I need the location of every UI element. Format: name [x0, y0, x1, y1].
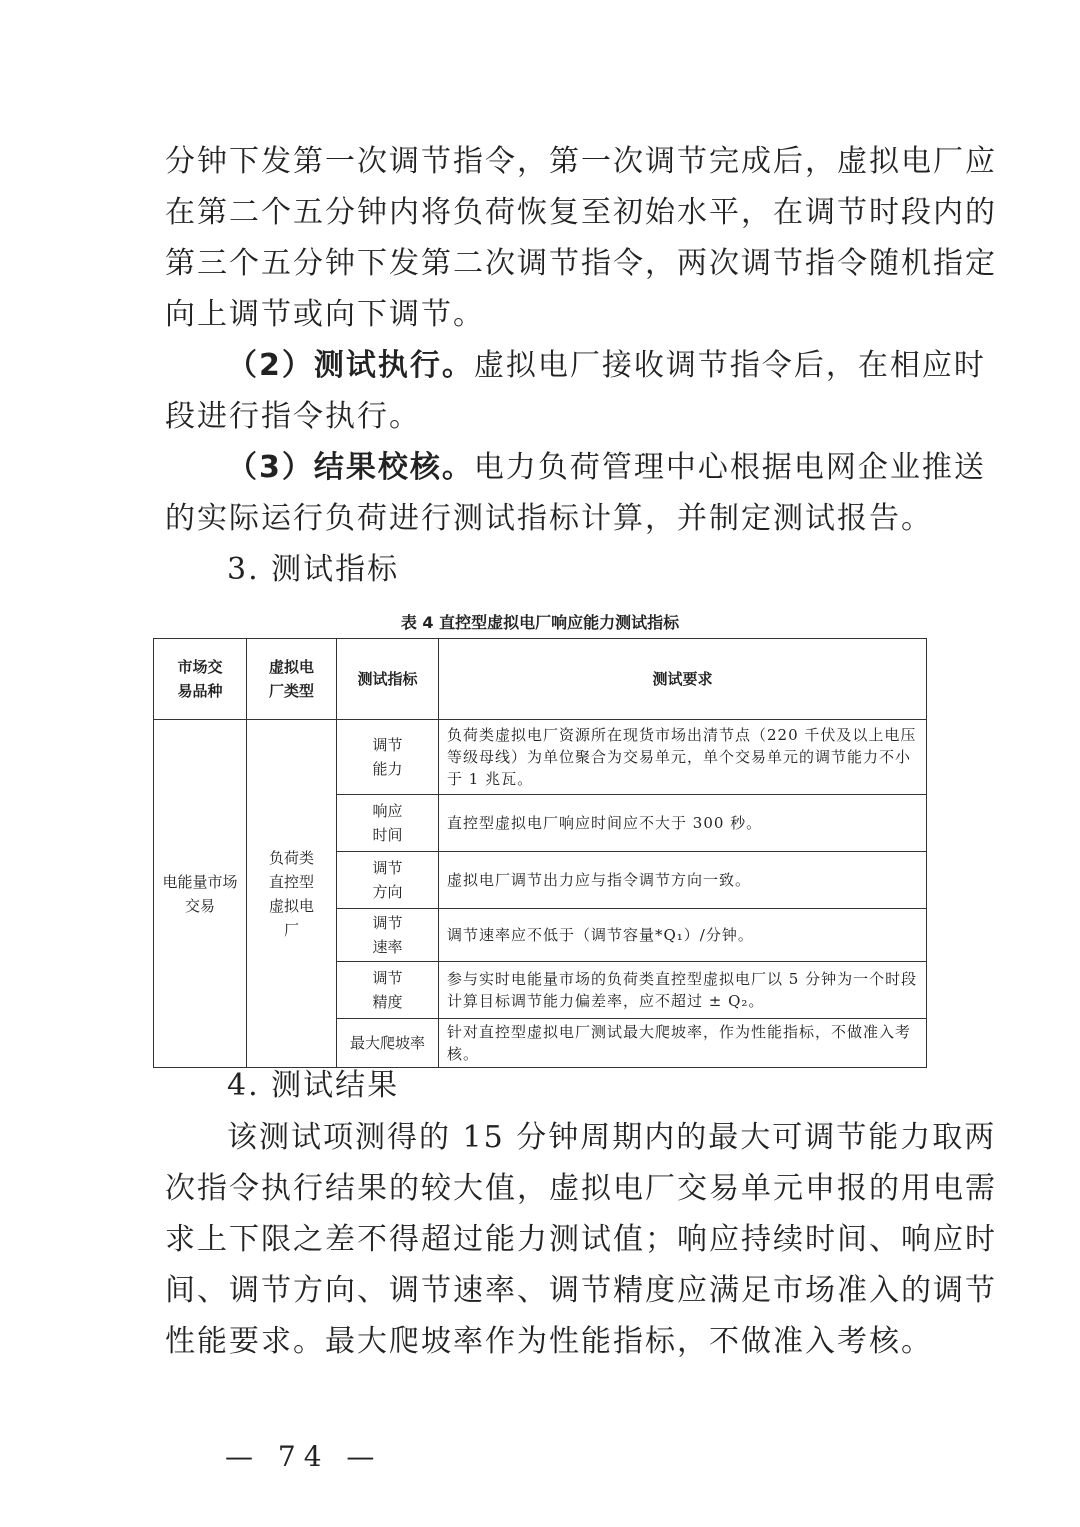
- text-line: 分钟下发第一次调节指令，第一次调节完成后，虚拟电厂应: [165, 144, 997, 179]
- table-header-row: [154, 639, 927, 720]
- paragraph-test-execution: [165, 340, 986, 442]
- text-line: 性能要求。最大爬坡率作为性能指标，不做准入考核。: [165, 1324, 933, 1359]
- text-line: 向上调节或向下调节。: [165, 297, 485, 332]
- market-type-cell: 电能量市场交易: [154, 720, 247, 1068]
- requirement-cell: 调节速率应不低于（调节容量*Q₁）/分钟。: [439, 909, 927, 962]
- table-title: 表 4 直控型虚拟电厂响应能力测试指标: [400, 613, 680, 632]
- text-line: 在第二个五分钟内将负荷恢复至初始水平，在调节时段内的: [165, 195, 997, 230]
- index-cell: 最大爬坡率: [337, 1019, 439, 1068]
- page-number: — 74 —: [225, 1440, 383, 1473]
- paragraph-result-verification: [165, 442, 986, 544]
- index-cell: 调节精度: [337, 962, 439, 1019]
- requirement-cell: 直控型虚拟电厂响应时间应不大于 300 秒。: [439, 795, 927, 852]
- header-test-index: 测试指标: [337, 639, 439, 720]
- text-line: 次指令执行结果的较大值，虚拟电厂交易单元申报的用电需: [165, 1171, 997, 1206]
- subheading-test-execution: （2）测试执行。: [227, 348, 474, 383]
- requirement-cell: 参与实时电能量市场的负荷类直控型虚拟电厂以 5 分钟为一个时段计算目标调节能力偏差率，应不超过 ± Q₂。: [439, 962, 927, 1019]
- index-cell: 调节能力: [337, 720, 439, 795]
- text-line: 电力负荷管理中心根据电网企业推送: [473, 450, 986, 485]
- text-line: 虚拟电厂接收调节指令后，在相应时: [473, 348, 986, 383]
- header-market-type: 市场交易品种: [154, 639, 247, 720]
- paragraph-test-procedure: [165, 136, 997, 340]
- requirement-cell: 虚拟电厂调节出力应与指令调节方向一致。: [439, 852, 927, 909]
- index-cell: 调节方向: [337, 852, 439, 909]
- table-row: [154, 720, 927, 795]
- header-test-requirement: 测试要求: [439, 639, 927, 720]
- header-vpp-type: 虚拟电厂类型: [247, 639, 337, 720]
- paragraph-test-results: [165, 1112, 997, 1367]
- text-line: 段进行指令执行。: [165, 399, 421, 434]
- text-line: 该测试项测得的 15 分钟周期内的最大可调节能力取两: [227, 1120, 997, 1155]
- index-cell: 调节速率: [337, 909, 439, 962]
- subheading-result-verification: （3）结果校核。: [227, 450, 474, 485]
- text-line: 第三个五分钟下发第二次调节指令，两次调节指令随机指定: [165, 246, 997, 281]
- text-line: 间、调节方向、调节速率、调节精度应满足市场准入的调节: [165, 1273, 997, 1308]
- indicators-table: [153, 638, 927, 1068]
- index-cell: 响应时间: [337, 795, 439, 852]
- requirement-cell: 针对直控型虚拟电厂测试最大爬坡率，作为性能指标，不做准入考核。: [439, 1019, 927, 1068]
- requirement-cell: 负荷类虚拟电厂资源所在现货市场出清节点（220 千伏及以上电压等级母线）为单位聚合为交易单元，单个交易单元的调节能力不小于 1 兆瓦。: [439, 720, 927, 795]
- section-heading-test-results: 4. 测试结果: [227, 1068, 400, 1103]
- vpp-type-cell: 负荷类直控型虚拟电厂: [247, 720, 337, 1068]
- text-line: 求上下限之差不得超过能力测试值；响应持续时间、响应时: [165, 1222, 997, 1257]
- section-heading-test-indicators: 3. 测试指标: [227, 552, 400, 587]
- text-line: 的实际运行负荷进行测试指标计算，并制定测试报告。: [165, 501, 933, 536]
